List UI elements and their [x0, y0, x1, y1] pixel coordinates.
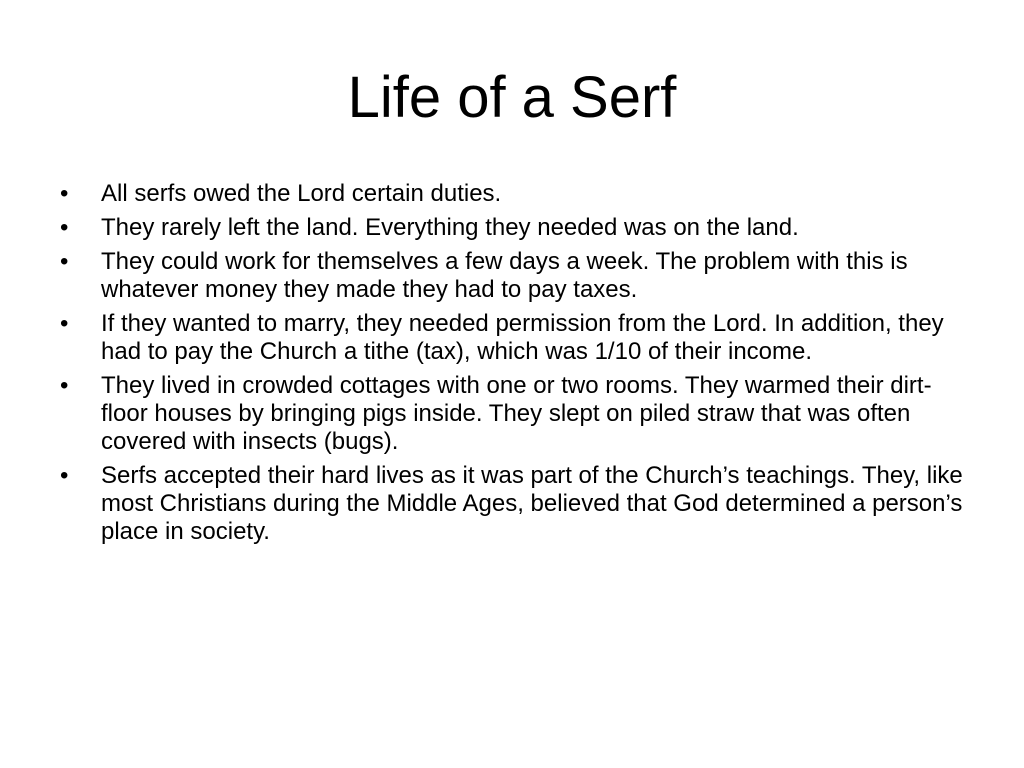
bullet-icon: •	[60, 462, 69, 489]
bullet-text: They rarely left the land. Everything they needed was on the land.	[101, 214, 799, 241]
bullet-item	[60, 214, 970, 242]
bullet-item	[60, 310, 970, 366]
bullet-text: They lived in crowded cottages with one or two rooms. They warmed their dirt-floor houses by bringing pigs inside. They slept on piled straw that was often covered with insects (bugs).	[101, 372, 932, 455]
bullet-item	[60, 462, 970, 546]
bullet-icon: •	[60, 214, 69, 241]
bullet-text: They could work for themselves a few days a week. The problem with this is whatever money they made they had to pay taxes.	[101, 248, 908, 303]
bullet-item	[60, 372, 970, 456]
bullet-text: All serfs owed the Lord certain duties.	[101, 180, 502, 207]
bullet-icon: •	[60, 248, 69, 275]
bullet-item	[60, 180, 970, 208]
bullet-icon: •	[60, 372, 69, 399]
bullet-text: Serfs accepted their hard lives as it was part of the Church’s teachings. They, like most Christians during the Middle Ages, believed that God determined a person’s place in society.	[101, 462, 963, 545]
bullet-text: If they wanted to marry, they needed permission from the Lord. In addition, they had to pay the Church a tithe (tax), which was 1/10 of their income.	[101, 310, 944, 365]
bullet-item	[60, 248, 970, 304]
bullet-icon: •	[60, 180, 69, 207]
bullet-list	[60, 180, 970, 552]
slide-title: Life of a Serf	[347, 65, 677, 130]
bullet-icon: •	[60, 310, 69, 337]
